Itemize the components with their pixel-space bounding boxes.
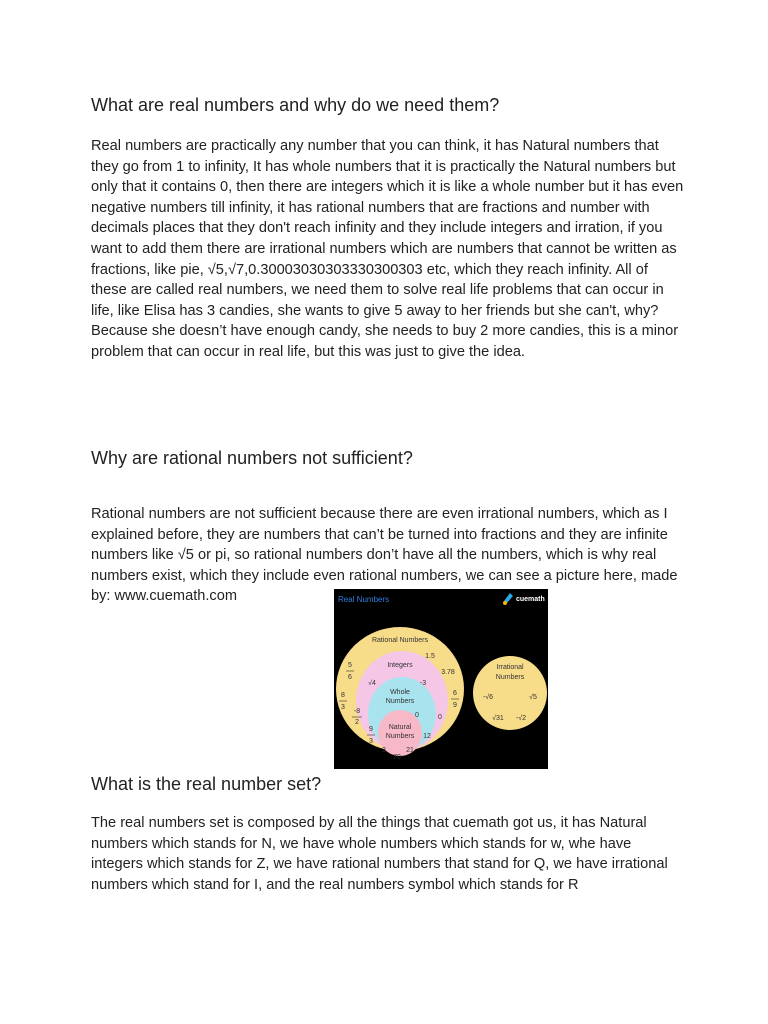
irrational-value: √5 — [529, 694, 537, 701]
section-heading-real-numbers: What are real numbers and why do we need them? — [91, 95, 500, 115]
integers-value: -3 — [419, 680, 427, 687]
section-heading-rational-not-sufficient: Why are rational numbers not sufficient? — [91, 448, 413, 468]
rational-value: 1.5 — [425, 653, 435, 660]
rational-numbers-label: Rational Numbers — [371, 637, 429, 644]
diagram-title: Real Numbers — [338, 595, 390, 604]
whole-numbers-label-line2: Numbers — [385, 698, 415, 705]
section-heading-real-number-set: What is the real number set? — [91, 774, 322, 794]
natural-value: 21 — [406, 747, 414, 754]
section-paragraph-real-number-set: The real numbers set is composed by all the things that cuemath got us, it has Natural numbers which stands for N, we have whole numbers which stands for w, whe have integers which stands for Z, we have rational numbers that stand for Q, we have irrational numbers which stand for I, and the real numbers symbol which stands for R — [91, 815, 668, 893]
natural-value: 3 — [382, 747, 386, 754]
rational-value: 3 — [341, 704, 345, 711]
rational-value: 8 — [341, 692, 345, 699]
rational-value: 3.78 — [441, 669, 455, 676]
rational-value: 6 — [453, 690, 457, 697]
irrational-value: -√2 — [515, 715, 527, 722]
rational-value: 5 — [348, 662, 352, 669]
section-paragraph-real-numbers: Real numbers are practically any number that you can think, it has Natural numbers that they go from 1 to infinity, It has whole numbers that it is practically the Natural numbers but only that it contains 0, then there are integers which it is like a whole number but it has even negative numbers till infinity, it has rational numbers that are fractions and number with decimals places that they don't reach infinity and they include integers and irration, if you want to add them there are irrational numbers which are numbers that cannot be written as fractions, like pie, √5,√7,0.30003030303330300303 etc, which they reach infinity. All of these are called real numbers, we need them to solve real life problems that can occur in life, like Elisa has 3 candies, she wants to give 5 away to her friends but she can't, why? Because she doesn’t have enough candy, she needs to buy 2 more candies, this is a minor problem that can occur in real life, but this was just to give the idea. — [91, 138, 684, 360]
whole-numbers-label: Whole — [390, 689, 410, 696]
natural-numbers-label-line2: Numbers — [385, 733, 415, 740]
real-numbers-venn-svg — [334, 589, 548, 769]
irrational-numbers-label-line2: Numbers — [495, 674, 525, 681]
real-numbers-diagram — [334, 589, 548, 769]
natural-value: 70 — [393, 754, 401, 761]
section-paragraph-rational-not-sufficient: Rational numbers are not sufficient because there are even irrational numbers, which as I explained before, they are numbers that can’t be turned into fractions and they are infinite numbers like √5 or pi, so rational numbers don’t have all the numbers, which is why real numbers exist, which they include even rational numbers, we can see a picture here, made by: www.cuemath.com — [91, 506, 678, 605]
whole-value: 3 — [369, 738, 373, 745]
whole-value: 12 — [423, 733, 431, 740]
integers-value: 0 — [438, 714, 442, 721]
irrational-value: √31 — [492, 715, 504, 722]
irrational-value: -√6 — [482, 694, 494, 701]
whole-value: 0 — [415, 712, 419, 719]
rocket-flame-icon — [503, 601, 507, 605]
rational-value: 6 — [348, 674, 352, 681]
natural-numbers-label: Natural — [388, 724, 412, 731]
integers-value: √4 — [368, 680, 376, 687]
integers-label: Integers — [387, 662, 413, 669]
cuemath-brand: cuemath — [516, 596, 545, 603]
whole-value: 9 — [369, 726, 373, 733]
rational-value: -8 — [353, 708, 361, 715]
irrational-numbers-label: Irrational — [496, 664, 524, 671]
rational-value: 9 — [453, 702, 457, 709]
rational-value: 2 — [355, 719, 359, 726]
